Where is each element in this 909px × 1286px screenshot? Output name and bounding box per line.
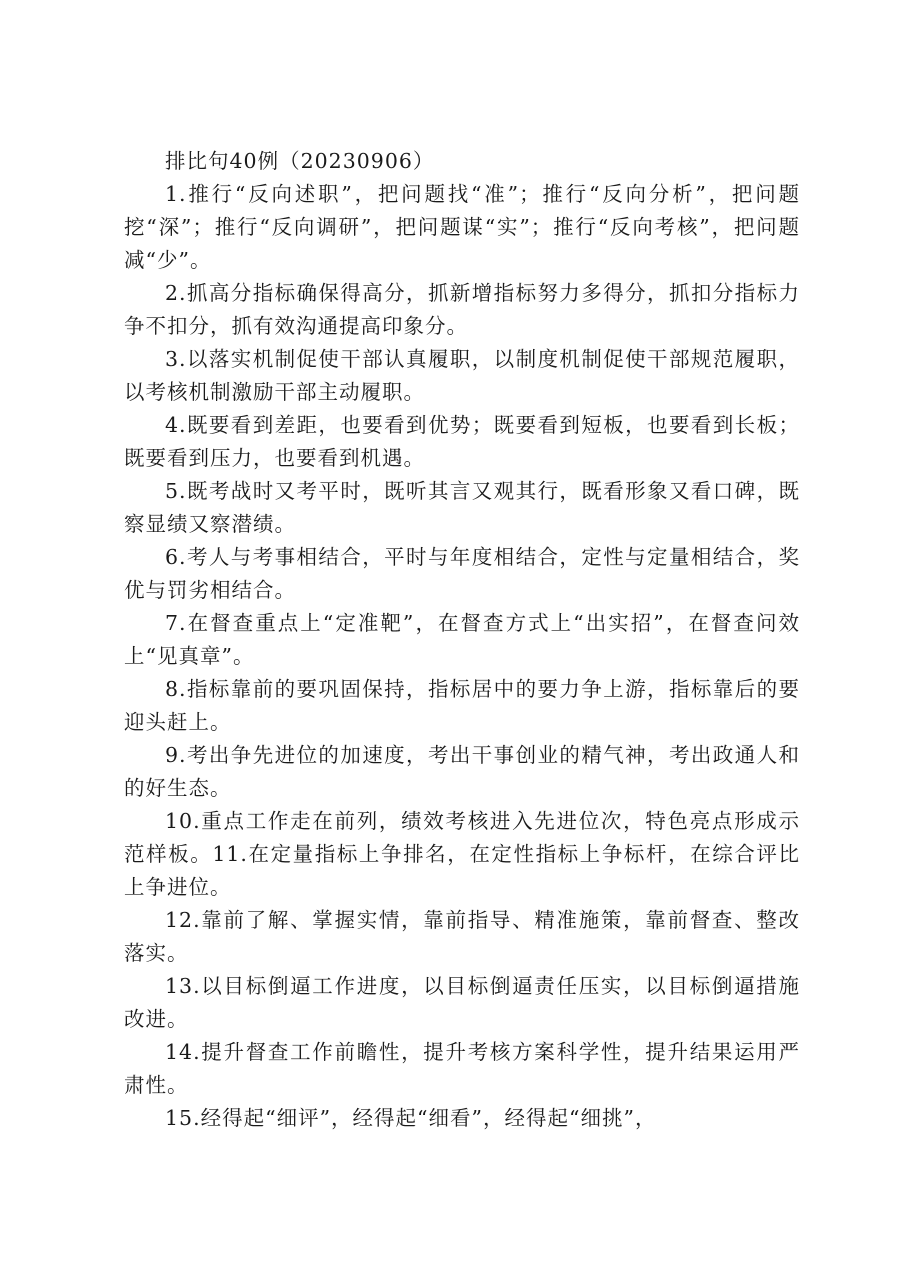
paragraph-12: 12.靠前了解、掌握实情，靠前指导、精准施策，靠前督查、整改落实。 xyxy=(124,908,800,965)
paragraph-8: 8.指标靠前的要巩固保持，指标居中的要力争上游，指标靠后的要迎头赶上。 xyxy=(124,677,800,734)
paragraph-1: 1.推行“反向述职”，把问题找“准”；推行“反向分析”，把问题挖“深”；推行“反向调研”，把问题谋“实”；推行“反向考核”，把问题减“少”。 xyxy=(124,182,800,272)
paragraph-5: 5.既考战时又考平时，既听其言又观其行，既看形象又看口碑，既察显绩又察潜绩。 xyxy=(124,479,800,536)
paragraph-10-11: 10.重点工作走在前列，绩效考核进入先进位次，特色亮点形成示范样板。11.在定量指标上争排名，在定性指标上争标杆，在综合评比上争进位。 xyxy=(124,809,800,899)
paragraph-9: 9.考出争先进位的加速度，考出干事创业的精气神，考出政通人和的好生态。 xyxy=(124,743,800,800)
document-title: 排比句40例（20230906） xyxy=(165,149,435,173)
paragraph-3: 3.以落实机制促使干部认真履职，以制度机制促使干部规范履职，以考核机制激励干部主动履职。 xyxy=(124,347,800,404)
paragraph-2: 2.抓高分指标确保得高分，抓新增指标努力多得分，抓扣分指标力争不扣分，抓有效沟通提高印象分。 xyxy=(124,281,800,338)
paragraph-14: 14.提升督查工作前瞻性，提升考核方案科学性，提升结果运用严肃性。 xyxy=(124,1040,800,1097)
paragraph-4: 4.既要看到差距，也要看到优势；既要看到短板，也要看到长板；既要看到压力，也要看到机遇。 xyxy=(124,413,800,470)
document-body xyxy=(124,145,800,1135)
paragraph-7: 7.在督查重点上“定准靶”，在督查方式上“出实招”，在督查问效上“见真章”。 xyxy=(124,611,800,668)
paragraph-15: 15.经得起“细评”，经得起“细看”，经得起“细挑”， xyxy=(165,1106,657,1130)
paragraph-13: 13.以目标倒逼工作进度，以目标倒逼责任压实，以目标倒逼措施改进。 xyxy=(124,974,800,1031)
paragraph-6: 6.考人与考事相结合，平时与年度相结合，定性与定量相结合，奖优与罚劣相结合。 xyxy=(124,545,800,602)
